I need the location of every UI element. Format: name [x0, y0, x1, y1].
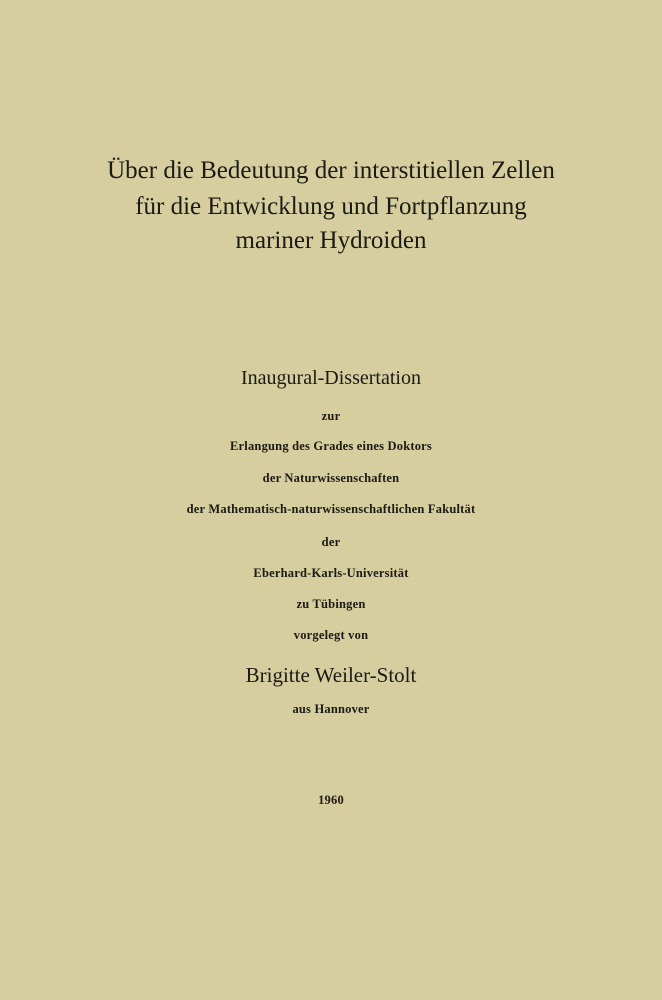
publication-year: 1960 [318, 793, 344, 807]
zur-text: zur [321, 409, 341, 423]
location-text: zu Tübingen [296, 597, 366, 611]
dissertation-heading: Inaugural-Dissertation [241, 367, 421, 389]
presented-by-text: vorgelegt von [293, 628, 369, 642]
author-name: Brigitte Weiler-Stolt [245, 663, 417, 687]
author-origin: aus Hannover [292, 702, 370, 716]
purpose-text: Erlangung des Grades eines Doktors [230, 439, 432, 453]
discipline-text: der Naturwissenschaften [262, 471, 400, 485]
title-line-1: Über die Bedeutung der interstitiellen Zellen [107, 157, 555, 184]
title-line-2: für die Entwicklung und Fortpflanzung [135, 193, 527, 220]
faculty-text: der Mathematisch-naturwissenschaftlichen Fakultät [186, 502, 476, 516]
title-line-3: mariner Hydroiden [235, 227, 427, 254]
university-text: Eberhard-Karls-Universität [253, 566, 409, 580]
der-text: der [321, 535, 341, 549]
